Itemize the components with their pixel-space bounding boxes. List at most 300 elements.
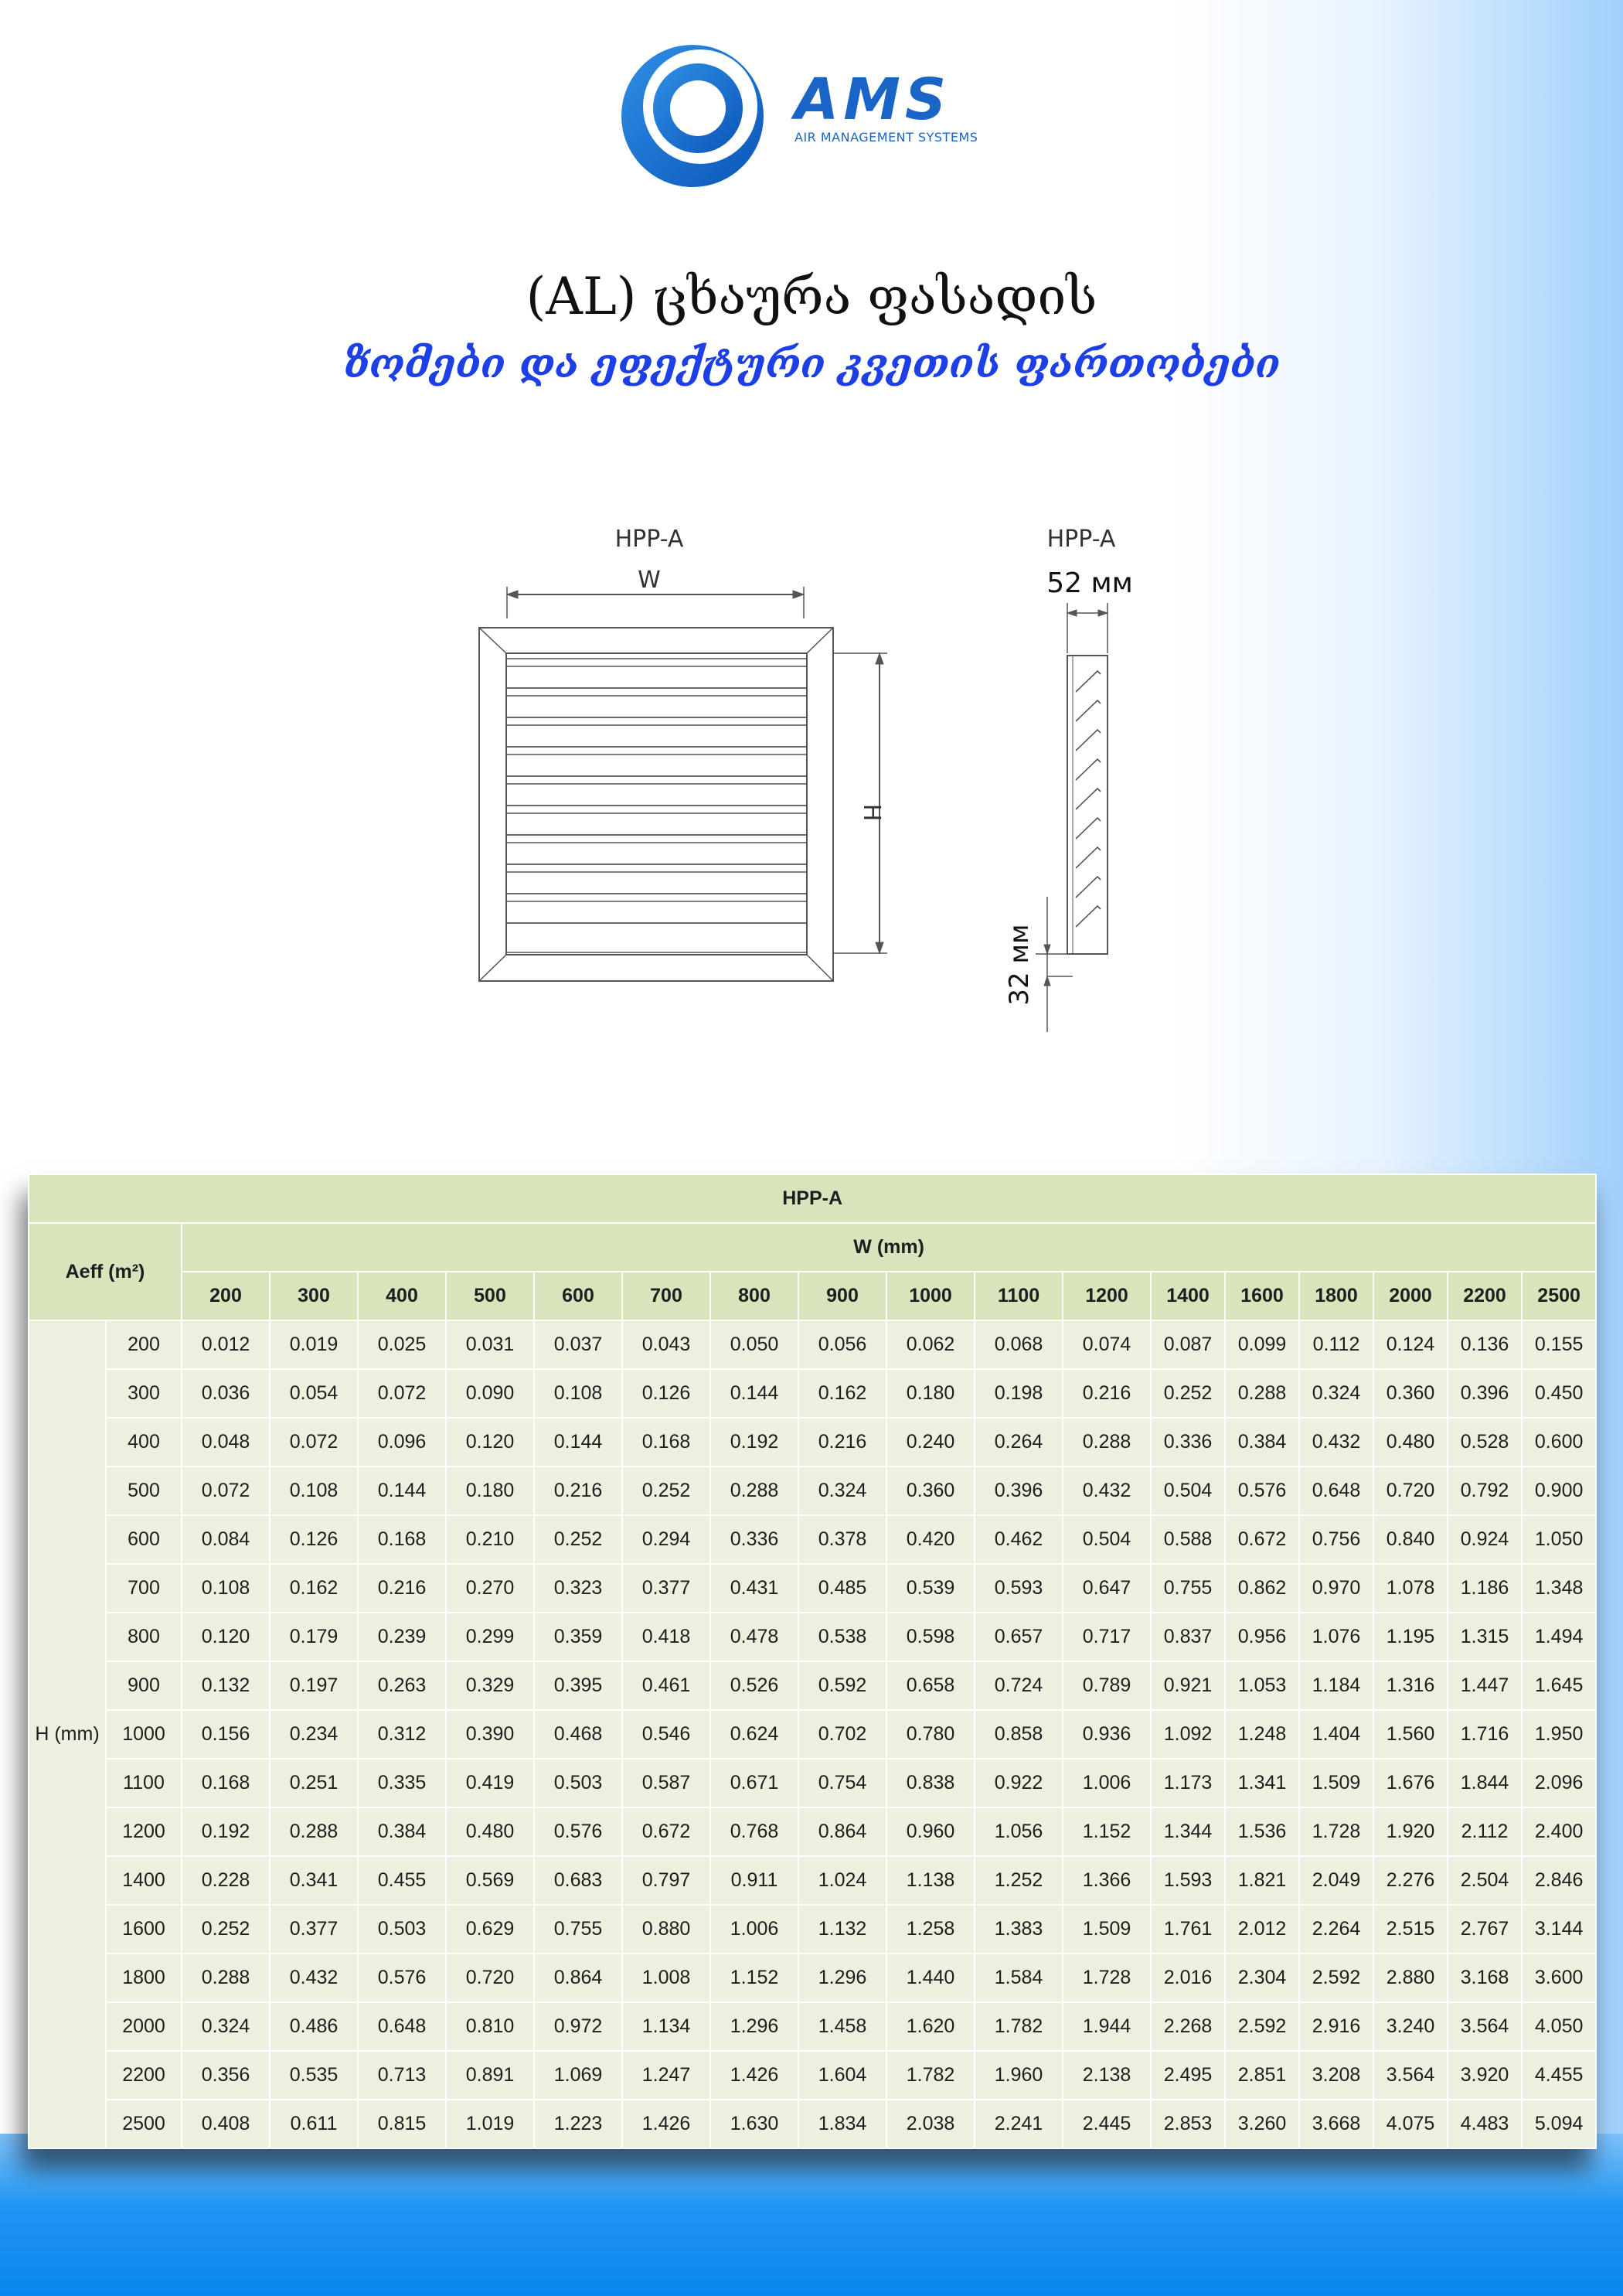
aeff-value-cell: 2.916	[1299, 2002, 1373, 2051]
aeff-value-cell: 0.390	[446, 1710, 534, 1759]
aeff-value-cell: 1.509	[1063, 1905, 1151, 1954]
aeff-value-cell: 0.360	[886, 1467, 975, 1515]
aeff-value-cell: 0.880	[622, 1905, 710, 1954]
aeff-value-cell: 1.134	[622, 2002, 710, 2051]
aeff-value-cell: 0.587	[622, 1759, 710, 1807]
aeff-value-cell: 0.717	[1063, 1613, 1151, 1661]
aeff-value-cell: 0.891	[446, 2051, 534, 2100]
aeff-value-cell: 0.084	[182, 1515, 270, 1564]
h-row-header: 1400	[106, 1856, 182, 1905]
aeff-value-cell: 0.108	[534, 1369, 622, 1418]
aeff-value-cell: 0.251	[270, 1759, 358, 1807]
aeff-value-cell: 0.485	[798, 1564, 886, 1613]
aeff-value-cell: 0.087	[1151, 1320, 1225, 1369]
aeff-value-cell: 3.668	[1299, 2100, 1373, 2148]
aeff-value-cell: 1.593	[1151, 1856, 1225, 1905]
h-row-header: 300	[106, 1369, 182, 1418]
aeff-value-cell: 1.728	[1299, 1807, 1373, 1856]
aeff-value-cell: 1.536	[1225, 1807, 1299, 1856]
h-row-header: 200	[106, 1320, 182, 1369]
aeff-value-cell: 1.184	[1299, 1661, 1373, 1710]
aeff-value-cell: 1.645	[1522, 1661, 1596, 1710]
aeff-value-cell: 2.495	[1151, 2051, 1225, 2100]
aeff-value-cell: 4.075	[1373, 2100, 1448, 2148]
aeff-value-cell: 0.539	[886, 1564, 975, 1613]
aeff-value-cell: 1.348	[1522, 1564, 1596, 1613]
aeff-value-cell: 5.094	[1522, 2100, 1596, 2148]
h-row-header: 600	[106, 1515, 182, 1564]
aeff-value-cell: 1.296	[798, 1954, 886, 2002]
aeff-value-cell: 0.683	[534, 1856, 622, 1905]
aeff-value-cell: 0.432	[1063, 1467, 1151, 1515]
aeff-value-cell: 0.239	[358, 1613, 446, 1661]
aeff-value-cell: 1.006	[1063, 1759, 1151, 1807]
aeff-value-cell: 0.569	[446, 1856, 534, 1905]
aeff-value-cell: 1.132	[798, 1905, 886, 1954]
aeff-value-cell: 2.592	[1299, 1954, 1373, 2002]
aeff-value-cell: 1.053	[1225, 1661, 1299, 1710]
aeff-value-cell: 1.138	[886, 1856, 975, 1905]
table-row	[29, 2051, 1596, 2100]
table-row	[29, 1710, 1596, 1759]
logo-subtitle: AIR MANAGEMENT SYSTEMS	[794, 130, 978, 145]
aeff-value-cell: 0.956	[1225, 1613, 1299, 1661]
w-column-header: 800	[710, 1272, 798, 1320]
aeff-value-cell: 1.078	[1373, 1564, 1448, 1613]
aeff-value-cell: 3.920	[1448, 2051, 1522, 2100]
aeff-value-cell: 0.168	[182, 1759, 270, 1807]
bottom-decorative-band	[0, 2134, 1623, 2296]
aeff-value-cell: 0.864	[798, 1807, 886, 1856]
aeff-value-cell: 0.478	[710, 1613, 798, 1661]
w-column-header: 300	[270, 1272, 358, 1320]
aeff-value-cell: 0.838	[886, 1759, 975, 1807]
aeff-value-cell: 0.099	[1225, 1320, 1299, 1369]
aeff-value-cell: 0.396	[1448, 1369, 1522, 1418]
w-column-header: 200	[182, 1272, 270, 1320]
aeff-value-cell: 2.241	[975, 2100, 1063, 2148]
aeff-value-cell: 0.126	[270, 1515, 358, 1564]
aeff-value-cell: 0.431	[710, 1564, 798, 1613]
aeff-value-cell: 0.264	[975, 1418, 1063, 1467]
aeff-value-cell: 0.526	[710, 1661, 798, 1710]
aeff-value-cell: 2.504	[1448, 1856, 1522, 1905]
w-column-header: 1200	[1063, 1272, 1151, 1320]
aeff-value-cell: 1.728	[1063, 1954, 1151, 2002]
aeff-value-cell: 0.252	[182, 1905, 270, 1954]
aeff-value-cell: 0.074	[1063, 1320, 1151, 1369]
table-row	[29, 1759, 1596, 1807]
aeff-value-cell: 1.092	[1151, 1710, 1225, 1759]
aeff-value-cell: 0.384	[1225, 1418, 1299, 1467]
aeff-value-cell: 0.062	[886, 1320, 975, 1369]
aeff-value-cell: 1.458	[798, 2002, 886, 2051]
aeff-value-cell: 0.862	[1225, 1564, 1299, 1613]
aeff-value-cell: 0.108	[182, 1564, 270, 1613]
aeff-value-cell: 1.076	[1299, 1613, 1373, 1661]
aeff-value-cell: 0.900	[1522, 1467, 1596, 1515]
aeff-value-cell: 0.972	[534, 2002, 622, 2051]
technical-drawing	[0, 495, 1623, 1051]
aeff-value-cell: 3.168	[1448, 1954, 1522, 2002]
aeff-value-cell: 1.676	[1373, 1759, 1448, 1807]
aeff-value-cell: 0.336	[1151, 1418, 1225, 1467]
aeff-value-cell: 0.970	[1299, 1564, 1373, 1613]
logo-ring-icon	[609, 31, 787, 201]
w-column-header: 2200	[1448, 1272, 1522, 1320]
w-axis-label: W (mm)	[182, 1223, 1596, 1272]
aeff-value-cell: 1.069	[534, 2051, 622, 2100]
aeff-value-cell: 0.768	[710, 1807, 798, 1856]
aeff-value-cell: 1.782	[886, 2051, 975, 2100]
aeff-value-cell: 2.264	[1299, 1905, 1373, 1954]
aeff-value-cell: 2.515	[1373, 1905, 1448, 1954]
depth-label: 52 мм	[1046, 567, 1133, 599]
aeff-value-cell: 0.486	[270, 2002, 358, 2051]
table-row	[29, 2100, 1596, 2148]
aeff-value-cell: 0.538	[798, 1613, 886, 1661]
h-row-header: 400	[106, 1418, 182, 1467]
aeff-value-cell: 0.288	[270, 1807, 358, 1856]
aeff-value-cell: 0.144	[710, 1369, 798, 1418]
aeff-value-cell: 0.359	[534, 1613, 622, 1661]
table-title: HPP-A	[29, 1174, 1596, 1223]
aeff-value-cell: 0.455	[358, 1856, 446, 1905]
aeff-value-cell: 0.108	[270, 1467, 358, 1515]
aeff-value-cell: 0.922	[975, 1759, 1063, 1807]
aeff-value-cell: 0.216	[798, 1418, 886, 1467]
aeff-value-cell: 0.864	[534, 1954, 622, 2002]
aeff-value-cell: 1.761	[1151, 1905, 1225, 1954]
aeff-value-cell: 0.054	[270, 1369, 358, 1418]
aeff-value-cell: 0.936	[1063, 1710, 1151, 1759]
aeff-value-cell: 0.299	[446, 1613, 534, 1661]
aeff-value-cell: 0.600	[1522, 1418, 1596, 1467]
aeff-value-cell: 0.921	[1151, 1661, 1225, 1710]
aeff-value-cell: 0.324	[798, 1467, 886, 1515]
aeff-value-cell: 1.426	[710, 2051, 798, 2100]
width-label: W	[638, 567, 661, 594]
table-row	[29, 1807, 1596, 1856]
aeff-value-cell: 0.468	[534, 1710, 622, 1759]
aeff-value-cell: 1.223	[534, 2100, 622, 2148]
aeff-value-cell: 0.503	[358, 1905, 446, 1954]
aeff-value-cell: 0.329	[446, 1661, 534, 1710]
logo-name: AMS	[794, 66, 951, 133]
table-body	[29, 1320, 1596, 2148]
aeff-value-cell: 1.426	[622, 2100, 710, 2148]
aeff-value-cell: 0.168	[358, 1515, 446, 1564]
aeff-value-cell: 1.716	[1448, 1710, 1522, 1759]
aeff-value-cell: 0.056	[798, 1320, 886, 1369]
aeff-value-cell: 0.378	[798, 1515, 886, 1564]
h-row-header: 2000	[106, 2002, 182, 2051]
aeff-value-cell: 0.480	[1373, 1418, 1448, 1467]
aeff-value-cell: 0.270	[446, 1564, 534, 1613]
aeff-value-cell: 0.658	[886, 1661, 975, 1710]
aeff-value-cell: 0.037	[534, 1320, 622, 1369]
aeff-value-cell: 1.024	[798, 1856, 886, 1905]
aeff-value-cell: 0.144	[534, 1418, 622, 1467]
aeff-value-cell: 0.396	[975, 1467, 1063, 1515]
h-row-header: 1800	[106, 1954, 182, 2002]
aeff-value-cell: 0.288	[182, 1954, 270, 2002]
table-row	[29, 1954, 1596, 2002]
aeff-value-cell: 0.647	[1063, 1564, 1151, 1613]
aeff-value-cell: 2.592	[1225, 2002, 1299, 2051]
aeff-value-cell: 0.324	[1299, 1369, 1373, 1418]
aeff-value-cell: 0.216	[534, 1467, 622, 1515]
aeff-value-cell: 0.323	[534, 1564, 622, 1613]
aeff-value-cell: 3.564	[1448, 2002, 1522, 2051]
w-column-header: 1100	[975, 1272, 1063, 1320]
aeff-value-cell: 0.789	[1063, 1661, 1151, 1710]
aeff-value-cell: 3.260	[1225, 2100, 1299, 2148]
aeff-value-cell: 0.432	[270, 1954, 358, 2002]
h-row-header: 800	[106, 1613, 182, 1661]
aeff-value-cell: 0.192	[710, 1418, 798, 1467]
aeff-value-cell: 0.096	[358, 1418, 446, 1467]
w-header-row	[29, 1272, 1596, 1320]
aeff-value-cell: 0.216	[1063, 1369, 1151, 1418]
aeff-value-cell: 1.560	[1373, 1710, 1448, 1759]
aeff-value-cell: 0.234	[270, 1710, 358, 1759]
w-column-header: 500	[446, 1272, 534, 1320]
aeff-value-cell: 0.025	[358, 1320, 446, 1369]
aeff-value-cell: 1.782	[975, 2002, 1063, 2051]
aeff-value-cell: 1.494	[1522, 1613, 1596, 1661]
w-column-header: 1800	[1299, 1272, 1373, 1320]
aeff-value-cell: 0.756	[1299, 1515, 1373, 1564]
aeff-value-cell: 4.050	[1522, 2002, 1596, 2051]
aeff-value-cell: 0.050	[710, 1320, 798, 1369]
aeff-value-cell: 2.049	[1299, 1856, 1373, 1905]
aeff-value-cell: 0.043	[622, 1320, 710, 1369]
aeff-value-cell: 0.810	[446, 2002, 534, 2051]
aeff-value-cell: 0.168	[622, 1418, 710, 1467]
aeff-value-cell: 0.504	[1063, 1515, 1151, 1564]
aeff-value-cell: 0.252	[1151, 1369, 1225, 1418]
aeff-value-cell: 0.179	[270, 1613, 358, 1661]
aeff-value-cell: 0.611	[270, 2100, 358, 2148]
aeff-value-cell: 1.509	[1299, 1759, 1373, 1807]
aeff-value-cell: 0.288	[710, 1467, 798, 1515]
aeff-value-cell: 0.432	[1299, 1418, 1373, 1467]
aeff-value-cell: 0.754	[798, 1759, 886, 1807]
aeff-value-cell: 0.136	[1448, 1320, 1522, 1369]
aeff-value-cell: 0.576	[1225, 1467, 1299, 1515]
aeff-value-cell: 0.336	[710, 1515, 798, 1564]
aeff-value-cell: 0.672	[1225, 1515, 1299, 1564]
aeff-value-cell: 0.629	[446, 1905, 534, 1954]
table-row	[29, 1856, 1596, 1905]
aeff-value-cell: 0.252	[622, 1467, 710, 1515]
aeff-value-cell: 2.853	[1151, 2100, 1225, 2148]
aeff-value-cell: 0.335	[358, 1759, 446, 1807]
aeff-value-cell: 4.455	[1522, 2051, 1596, 2100]
aeff-value-cell: 0.048	[182, 1418, 270, 1467]
aeff-value-cell: 1.296	[710, 2002, 798, 2051]
w-column-header: 2500	[1522, 1272, 1596, 1320]
aeff-value-cell: 0.546	[622, 1710, 710, 1759]
aeff-value-cell: 0.503	[534, 1759, 622, 1807]
aeff-value-cell: 1.258	[886, 1905, 975, 1954]
aeff-value-cell: 1.173	[1151, 1759, 1225, 1807]
table-corner-label: Aeff (m²)	[29, 1223, 182, 1320]
table-row	[29, 1320, 1596, 1369]
table-row	[29, 1661, 1596, 1710]
aeff-value-cell: 0.341	[270, 1856, 358, 1905]
aeff-value-cell: 1.252	[975, 1856, 1063, 1905]
aeff-value-cell: 2.138	[1063, 2051, 1151, 2100]
aeff-value-cell: 3.144	[1522, 1905, 1596, 1954]
aeff-value-cell: 0.019	[270, 1320, 358, 1369]
w-column-header: 1400	[1151, 1272, 1225, 1320]
aeff-value-cell: 1.152	[710, 1954, 798, 2002]
h-axis-label: H (mm)	[29, 1320, 106, 2148]
aeff-value-cell: 0.324	[182, 2002, 270, 2051]
w-column-header: 1000	[886, 1272, 975, 1320]
aeff-value-cell: 0.210	[446, 1515, 534, 1564]
aeff-value-cell: 0.535	[270, 2051, 358, 2100]
aeff-value-cell: 0.192	[182, 1807, 270, 1856]
aeff-value-cell: 0.724	[975, 1661, 1063, 1710]
aeff-value-cell: 3.240	[1373, 2002, 1448, 2051]
aeff-value-cell: 0.197	[270, 1661, 358, 1710]
aeff-value-cell: 1.920	[1373, 1807, 1448, 1856]
aeff-value-cell: 1.404	[1299, 1710, 1373, 1759]
aeff-value-cell: 1.341	[1225, 1759, 1299, 1807]
aeff-value-cell: 0.216	[358, 1564, 446, 1613]
aeff-value-cell: 0.576	[534, 1807, 622, 1856]
aeff-value-cell: 0.124	[1373, 1320, 1448, 1369]
aeff-value-cell: 1.248	[1225, 1710, 1299, 1759]
aeff-value-cell: 0.156	[182, 1710, 270, 1759]
table-row	[29, 1564, 1596, 1613]
aeff-value-cell: 0.657	[975, 1613, 1063, 1661]
aeff-value-cell: 0.180	[446, 1467, 534, 1515]
aeff-value-cell: 0.702	[798, 1710, 886, 1759]
aeff-value-cell: 0.031	[446, 1320, 534, 1369]
aeff-value-cell: 2.445	[1063, 2100, 1151, 2148]
aeff-value-cell: 1.960	[975, 2051, 1063, 2100]
aeff-value-cell: 0.120	[446, 1418, 534, 1467]
aeff-value-cell: 2.012	[1225, 1905, 1299, 1954]
aeff-value-cell: 0.356	[182, 2051, 270, 2100]
aeff-value-cell: 0.072	[182, 1467, 270, 1515]
aeff-value-cell: 0.162	[270, 1564, 358, 1613]
aeff-value-cell: 1.006	[710, 1905, 798, 1954]
aeff-value-cell: 0.155	[1522, 1320, 1596, 1369]
aeff-value-cell: 0.180	[886, 1369, 975, 1418]
aeff-value-cell: 0.840	[1373, 1515, 1448, 1564]
aeff-value-cell: 0.263	[358, 1661, 446, 1710]
ams-logo	[609, 31, 988, 201]
aeff-value-cell: 0.815	[358, 2100, 446, 2148]
h-row-header: 2200	[106, 2051, 182, 2100]
aeff-value-cell: 0.624	[710, 1710, 798, 1759]
aeff-value-cell: 2.112	[1448, 1807, 1522, 1856]
aeff-value-cell: 0.090	[446, 1369, 534, 1418]
aeff-value-cell: 0.418	[622, 1613, 710, 1661]
h-row-header: 1600	[106, 1905, 182, 1954]
aeff-value-cell: 1.440	[886, 1954, 975, 2002]
aeff-value-cell: 0.858	[975, 1710, 1063, 1759]
aeff-value-cell: 2.846	[1522, 1856, 1596, 1905]
aeff-value-cell: 0.120	[182, 1613, 270, 1661]
aeff-value-cell: 1.344	[1151, 1807, 1225, 1856]
aeff-value-cell: 0.592	[798, 1661, 886, 1710]
aeff-value-cell: 0.288	[1063, 1418, 1151, 1467]
aeff-value-cell: 1.950	[1522, 1710, 1596, 1759]
aeff-value-cell: 1.008	[622, 1954, 710, 2002]
aeff-value-cell: 0.240	[886, 1418, 975, 1467]
aeff-value-cell: 2.304	[1225, 1954, 1299, 2002]
aeff-value-cell: 0.504	[1151, 1467, 1225, 1515]
h-row-header: 2500	[106, 2100, 182, 2148]
aeff-value-cell: 0.132	[182, 1661, 270, 1710]
aeff-value-cell: 2.851	[1225, 2051, 1299, 2100]
aeff-value-cell: 1.019	[446, 2100, 534, 2148]
aeff-value-cell: 1.383	[975, 1905, 1063, 1954]
aeff-value-cell: 1.620	[886, 2002, 975, 2051]
aeff-value-cell: 0.294	[622, 1515, 710, 1564]
aeff-value-cell: 0.924	[1448, 1515, 1522, 1564]
aeff-value-cell: 0.960	[886, 1807, 975, 1856]
aeff-table-container	[28, 1174, 1597, 2149]
aeff-value-cell: 1.195	[1373, 1613, 1448, 1661]
aeff-value-cell: 0.792	[1448, 1467, 1522, 1515]
aeff-value-cell: 0.384	[358, 1807, 446, 1856]
aeff-value-cell: 0.593	[975, 1564, 1063, 1613]
aeff-value-cell: 0.072	[358, 1369, 446, 1418]
aeff-value-cell: 0.648	[358, 2002, 446, 2051]
aeff-value-cell: 2.038	[886, 2100, 975, 2148]
aeff-value-cell: 0.036	[182, 1369, 270, 1418]
w-column-header: 900	[798, 1272, 886, 1320]
h-row-header: 500	[106, 1467, 182, 1515]
aeff-value-cell: 4.483	[1448, 2100, 1522, 2148]
aeff-value-cell: 1.821	[1225, 1856, 1299, 1905]
aeff-value-cell: 0.462	[975, 1515, 1063, 1564]
aeff-value-cell: 0.112	[1299, 1320, 1373, 1369]
offset-label: 32 мм	[1004, 924, 1035, 1006]
aeff-value-cell: 3.208	[1299, 2051, 1373, 2100]
aeff-value-cell: 0.288	[1225, 1369, 1299, 1418]
aeff-value-cell: 0.671	[710, 1759, 798, 1807]
aeff-value-cell: 0.755	[1151, 1564, 1225, 1613]
aeff-value-cell: 0.461	[622, 1661, 710, 1710]
aeff-value-cell: 0.252	[534, 1515, 622, 1564]
aeff-value-cell: 0.480	[446, 1807, 534, 1856]
aeff-value-cell: 1.944	[1063, 2002, 1151, 2051]
h-row-header: 1200	[106, 1807, 182, 1856]
aeff-value-cell: 1.630	[710, 2100, 798, 2148]
aeff-value-cell: 2.276	[1373, 1856, 1448, 1905]
aeff-value-cell: 0.720	[1373, 1467, 1448, 1515]
aeff-value-cell: 0.720	[446, 1954, 534, 2002]
aeff-table	[28, 1174, 1597, 2149]
table-row	[29, 1613, 1596, 1661]
w-column-header: 600	[534, 1272, 622, 1320]
h-row-header: 700	[106, 1564, 182, 1613]
aeff-value-cell: 0.377	[270, 1905, 358, 1954]
aeff-value-cell: 0.672	[622, 1807, 710, 1856]
height-label: H	[858, 803, 885, 822]
aeff-value-cell: 0.360	[1373, 1369, 1448, 1418]
aeff-value-cell: 3.564	[1373, 2051, 1448, 2100]
aeff-value-cell: 0.126	[622, 1369, 710, 1418]
